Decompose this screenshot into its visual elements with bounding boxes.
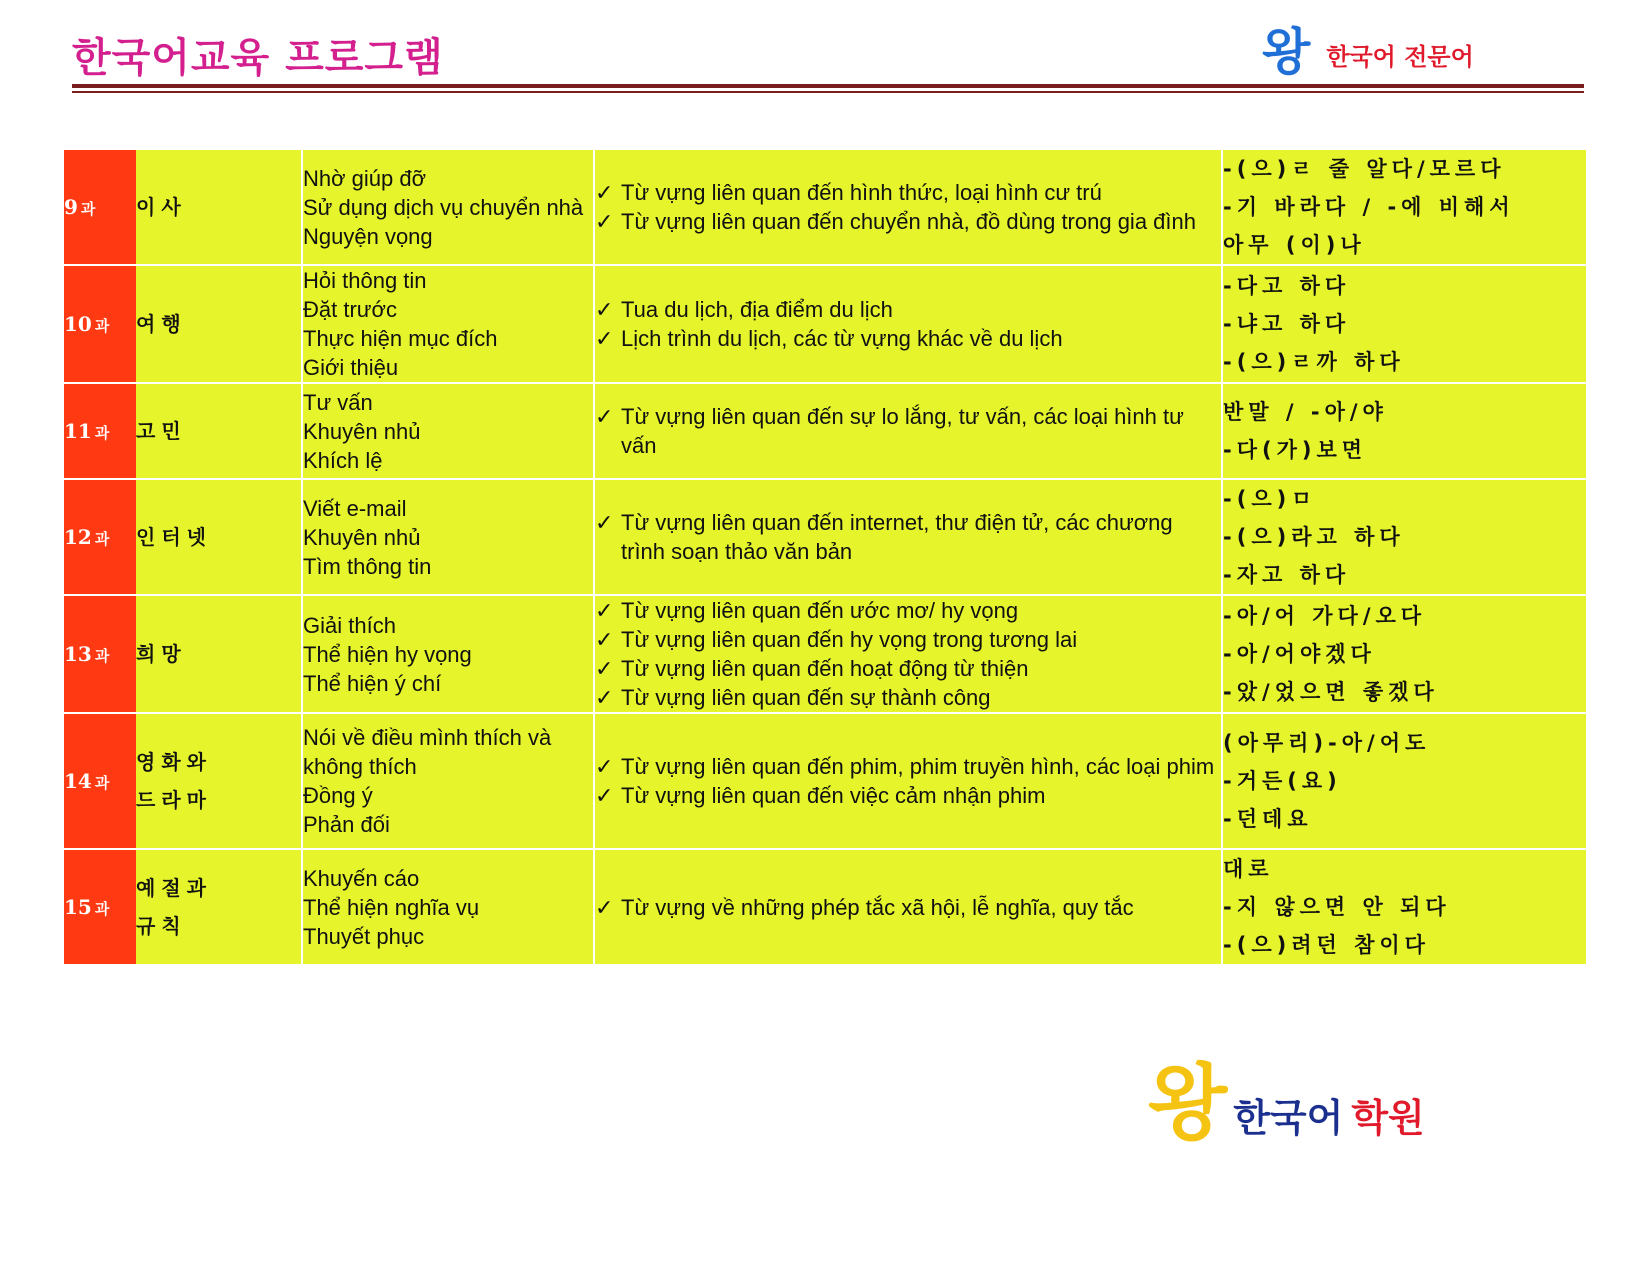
vocabulary-item: [595, 654, 1221, 683]
function-item: Tìm thông tin: [303, 553, 432, 579]
functions-cell: [302, 595, 594, 713]
table-row: [64, 383, 1586, 479]
function-item: Thuyết phục: [303, 923, 425, 949]
vocabulary-cell: [594, 383, 1222, 479]
footer-logo: [1148, 1058, 1425, 1150]
checkmark-icon: ✓: [595, 656, 614, 681]
vocabulary-cell: [594, 713, 1222, 849]
lesson-number-cell: [64, 713, 136, 849]
checkmark-icon: ✓: [595, 783, 614, 808]
table-row: [64, 713, 1586, 849]
checkmark-icon: ✓: [595, 894, 614, 920]
topic-cell: [136, 479, 302, 595]
checkmark-icon: ✓: [595, 326, 614, 351]
function-item: Khuyên nhủ: [303, 418, 421, 444]
vocabulary-text: Từ vựng liên quan đến sự thành công: [621, 685, 991, 710]
vocabulary-text: Từ vựng liên quan đến internet, thư điện tử, các chương trình soạn thảo văn bản: [621, 510, 1173, 564]
lesson-number: 15: [64, 895, 92, 919]
grammar-item: -아/어야겠다: [1223, 642, 1376, 666]
vocabulary-item: [595, 508, 1221, 566]
checkmark-icon: ✓: [595, 180, 614, 205]
grammar-item: -았/었으면 좋겠다: [1223, 680, 1439, 704]
vocabulary-item: [595, 752, 1221, 781]
vocabulary-text: Từ vựng liên quan đến hình thức, loại hình cư trú: [621, 180, 1102, 205]
grammar-item: -거든(요): [1223, 769, 1342, 793]
grammar-item: 반말 / -아/야: [1223, 400, 1388, 424]
function-item: Thể hiện hy vọng: [303, 641, 472, 667]
functions-cell: [302, 383, 594, 479]
function-item: Sử dụng dịch vụ chuyển nhà: [303, 194, 584, 220]
checkmark-icon: ✓: [595, 598, 614, 623]
grammar-cell: [1222, 265, 1586, 383]
lesson-number: 10: [64, 312, 92, 336]
function-item: Nguyện vọng: [303, 223, 433, 249]
function-item: Nhờ giúp đỡ: [303, 165, 427, 191]
grammar-item: 아무 (이)나: [1223, 233, 1366, 257]
brand-mark: 왕: [1262, 23, 1311, 81]
lesson-number: 9: [64, 195, 78, 219]
vocabulary-text: Từ vựng liên quan đến phim, phim truyền hình, các loại phim: [621, 754, 1215, 779]
grammar-item: -(으)ㄹ까 하다: [1223, 350, 1405, 374]
function-item: Đồng ý: [303, 783, 373, 808]
vocabulary-cell: [594, 150, 1222, 265]
checkmark-icon: ✓: [595, 510, 614, 535]
grammar-item: -지 않으면 안 되다: [1223, 895, 1451, 919]
topic-text: 영화와: [136, 750, 212, 774]
vocabulary-cell: [594, 595, 1222, 713]
functions-cell: [302, 150, 594, 265]
vocabulary-cell: [594, 265, 1222, 383]
vocabulary-item: [595, 625, 1221, 654]
curriculum-table: [64, 150, 1586, 966]
header-rule: [72, 84, 1584, 88]
function-item: không thích: [303, 754, 417, 779]
vocabulary-item: [595, 893, 1221, 922]
vocabulary-text: Từ vựng liên quan đến hy vọng trong tương lai: [621, 627, 1078, 652]
function-item: Khuyên nhủ: [303, 524, 421, 550]
lesson-number-cell: [64, 383, 136, 479]
function-item: Giải thích: [303, 612, 396, 638]
topic-text: 규칙: [136, 914, 187, 938]
vocabulary-text: Từ vựng về những phép tắc xã hội, lễ nghĩa, quy tắc: [621, 894, 1134, 920]
vocabulary-text: Từ vựng liên quan đến hoạt động từ thiện: [621, 656, 1029, 681]
topic-cell: [136, 150, 302, 265]
grammar-cell: [1222, 713, 1586, 849]
function-item: Phản đối: [303, 812, 390, 837]
header-rule-thin: [72, 91, 1584, 93]
table-row: [64, 150, 1586, 265]
topic-text: 희망: [136, 642, 187, 666]
grammar-item: -(으)ㄹ 줄 알다/모르다: [1223, 157, 1506, 181]
vocabulary-item: [595, 324, 1221, 353]
page-title: 한국어교육 프로그램: [72, 35, 444, 81]
function-item: Thực hiện mục đích: [303, 326, 498, 351]
table-row: [64, 849, 1586, 965]
checkmark-icon: ✓: [595, 404, 614, 429]
topic-cell: [136, 713, 302, 849]
vocabulary-item: [595, 781, 1221, 810]
function-item: Giới thiệu: [303, 355, 399, 380]
grammar-item: -(으)라고 하다: [1223, 525, 1405, 549]
topic-text: 예절과: [136, 876, 212, 900]
lesson-unit: 과: [94, 647, 110, 665]
topic-text: 여행: [136, 312, 187, 336]
function-item: Khích lệ: [303, 447, 383, 473]
vocabulary-text: Từ vựng liên quan đến ước mơ/ hy vọng: [621, 598, 1019, 623]
checkmark-icon: ✓: [595, 209, 614, 234]
vocabulary-item: [595, 178, 1221, 207]
function-item: Đặt trước: [303, 297, 397, 322]
vocabulary-item: [595, 402, 1221, 460]
table-row: [64, 595, 1586, 713]
lesson-number-cell: [64, 479, 136, 595]
lesson-unit: 과: [94, 530, 110, 548]
checkmark-icon: ✓: [595, 627, 614, 652]
grammar-item: -냐고 하다: [1223, 312, 1351, 336]
grammar-item: -기 바라다 / -에 비해서: [1223, 195, 1515, 219]
lesson-number-cell: [64, 595, 136, 713]
vocabulary-text: Lịch trình du lịch, các từ vựng khác về du lịch: [621, 326, 1063, 351]
checkmark-icon: ✓: [595, 754, 614, 779]
function-item: Thể hiện ý chí: [303, 670, 442, 696]
topic-cell: [136, 265, 302, 383]
footer-logo-word-korean: 한국어: [1233, 1096, 1344, 1140]
lesson-number: 14: [64, 769, 92, 793]
lesson-unit: 과: [80, 200, 96, 218]
vocabulary-text: Từ vựng liên quan đến chuyển nhà, đồ dùng trong gia đình: [621, 209, 1196, 234]
lesson-number-cell: [64, 849, 136, 965]
grammar-item: -아/어 가다/오다: [1223, 604, 1427, 628]
grammar-item: -다고 하다: [1223, 274, 1351, 298]
vocabulary-text: Tua du lịch, địa điểm du lịch: [621, 297, 893, 322]
checkmark-icon: ✓: [595, 685, 614, 710]
function-item: Khuyến cáo: [303, 865, 420, 891]
grammar-item: -(으)려던 참이다: [1223, 933, 1430, 957]
grammar-item: 대로: [1223, 857, 1274, 881]
grammar-item: (아무리)-아/어도: [1223, 731, 1431, 755]
table-row: [64, 479, 1586, 595]
vocabulary-cell: [594, 849, 1222, 965]
lesson-number: 11: [64, 419, 92, 443]
function-item: Viết e-mail: [303, 495, 407, 521]
grammar-item: -다(가)보면: [1223, 438, 1368, 462]
table-row: [64, 265, 1586, 383]
function-item: Nói về điều mình thích và: [303, 725, 552, 750]
topic-cell: [136, 849, 302, 965]
functions-cell: [302, 713, 594, 849]
topic-text: 이사: [136, 195, 187, 219]
vocabulary-item: [595, 683, 1221, 712]
brand-text: 한국어 전문어: [1326, 43, 1474, 71]
lesson-number-cell: [64, 150, 136, 265]
lesson-number: 12: [64, 525, 92, 549]
checkmark-icon: ✓: [595, 297, 614, 322]
topic-text: 고민: [136, 419, 187, 443]
vocabulary-cell: [594, 479, 1222, 595]
topic-cell: [136, 595, 302, 713]
lesson-unit: 과: [94, 900, 110, 918]
vocabulary-item: [595, 295, 1221, 324]
vocabulary-text: Từ vựng liên quan đến sự lo lắng, tư vấn, các loại hình tư vấn: [621, 404, 1184, 458]
vocabulary-text: Từ vựng liên quan đến việc cảm nhận phim: [621, 783, 1046, 808]
grammar-cell: [1222, 150, 1586, 265]
function-item: Hỏi thông tin: [303, 268, 427, 293]
topic-text: 드라마: [136, 788, 212, 812]
lesson-number: 13: [64, 642, 92, 666]
footer-logo-mark: 왕: [1148, 1056, 1228, 1151]
brand-logo: [1262, 18, 1474, 81]
topic-cell: [136, 383, 302, 479]
lesson-unit: 과: [94, 317, 110, 335]
functions-cell: [302, 265, 594, 383]
footer-logo-word-academy: 학원: [1351, 1096, 1425, 1140]
topic-text: 인터넷: [136, 525, 212, 549]
grammar-item: -던데요: [1223, 807, 1313, 831]
lesson-unit: 과: [94, 424, 110, 442]
function-item: Tư vấn: [303, 389, 373, 415]
lesson-unit: 과: [94, 774, 110, 792]
vocabulary-item: [595, 207, 1221, 236]
vocabulary-item: [595, 596, 1221, 625]
grammar-cell: [1222, 383, 1586, 479]
grammar-cell: [1222, 595, 1586, 713]
grammar-item: -(으)ㅁ: [1223, 487, 1317, 511]
functions-cell: [302, 479, 594, 595]
function-item: Thể hiện nghĩa vụ: [303, 894, 480, 920]
functions-cell: [302, 849, 594, 965]
lesson-number-cell: [64, 265, 136, 383]
grammar-cell: [1222, 479, 1586, 595]
grammar-item: -자고 하다: [1223, 563, 1351, 587]
grammar-cell: [1222, 849, 1586, 965]
